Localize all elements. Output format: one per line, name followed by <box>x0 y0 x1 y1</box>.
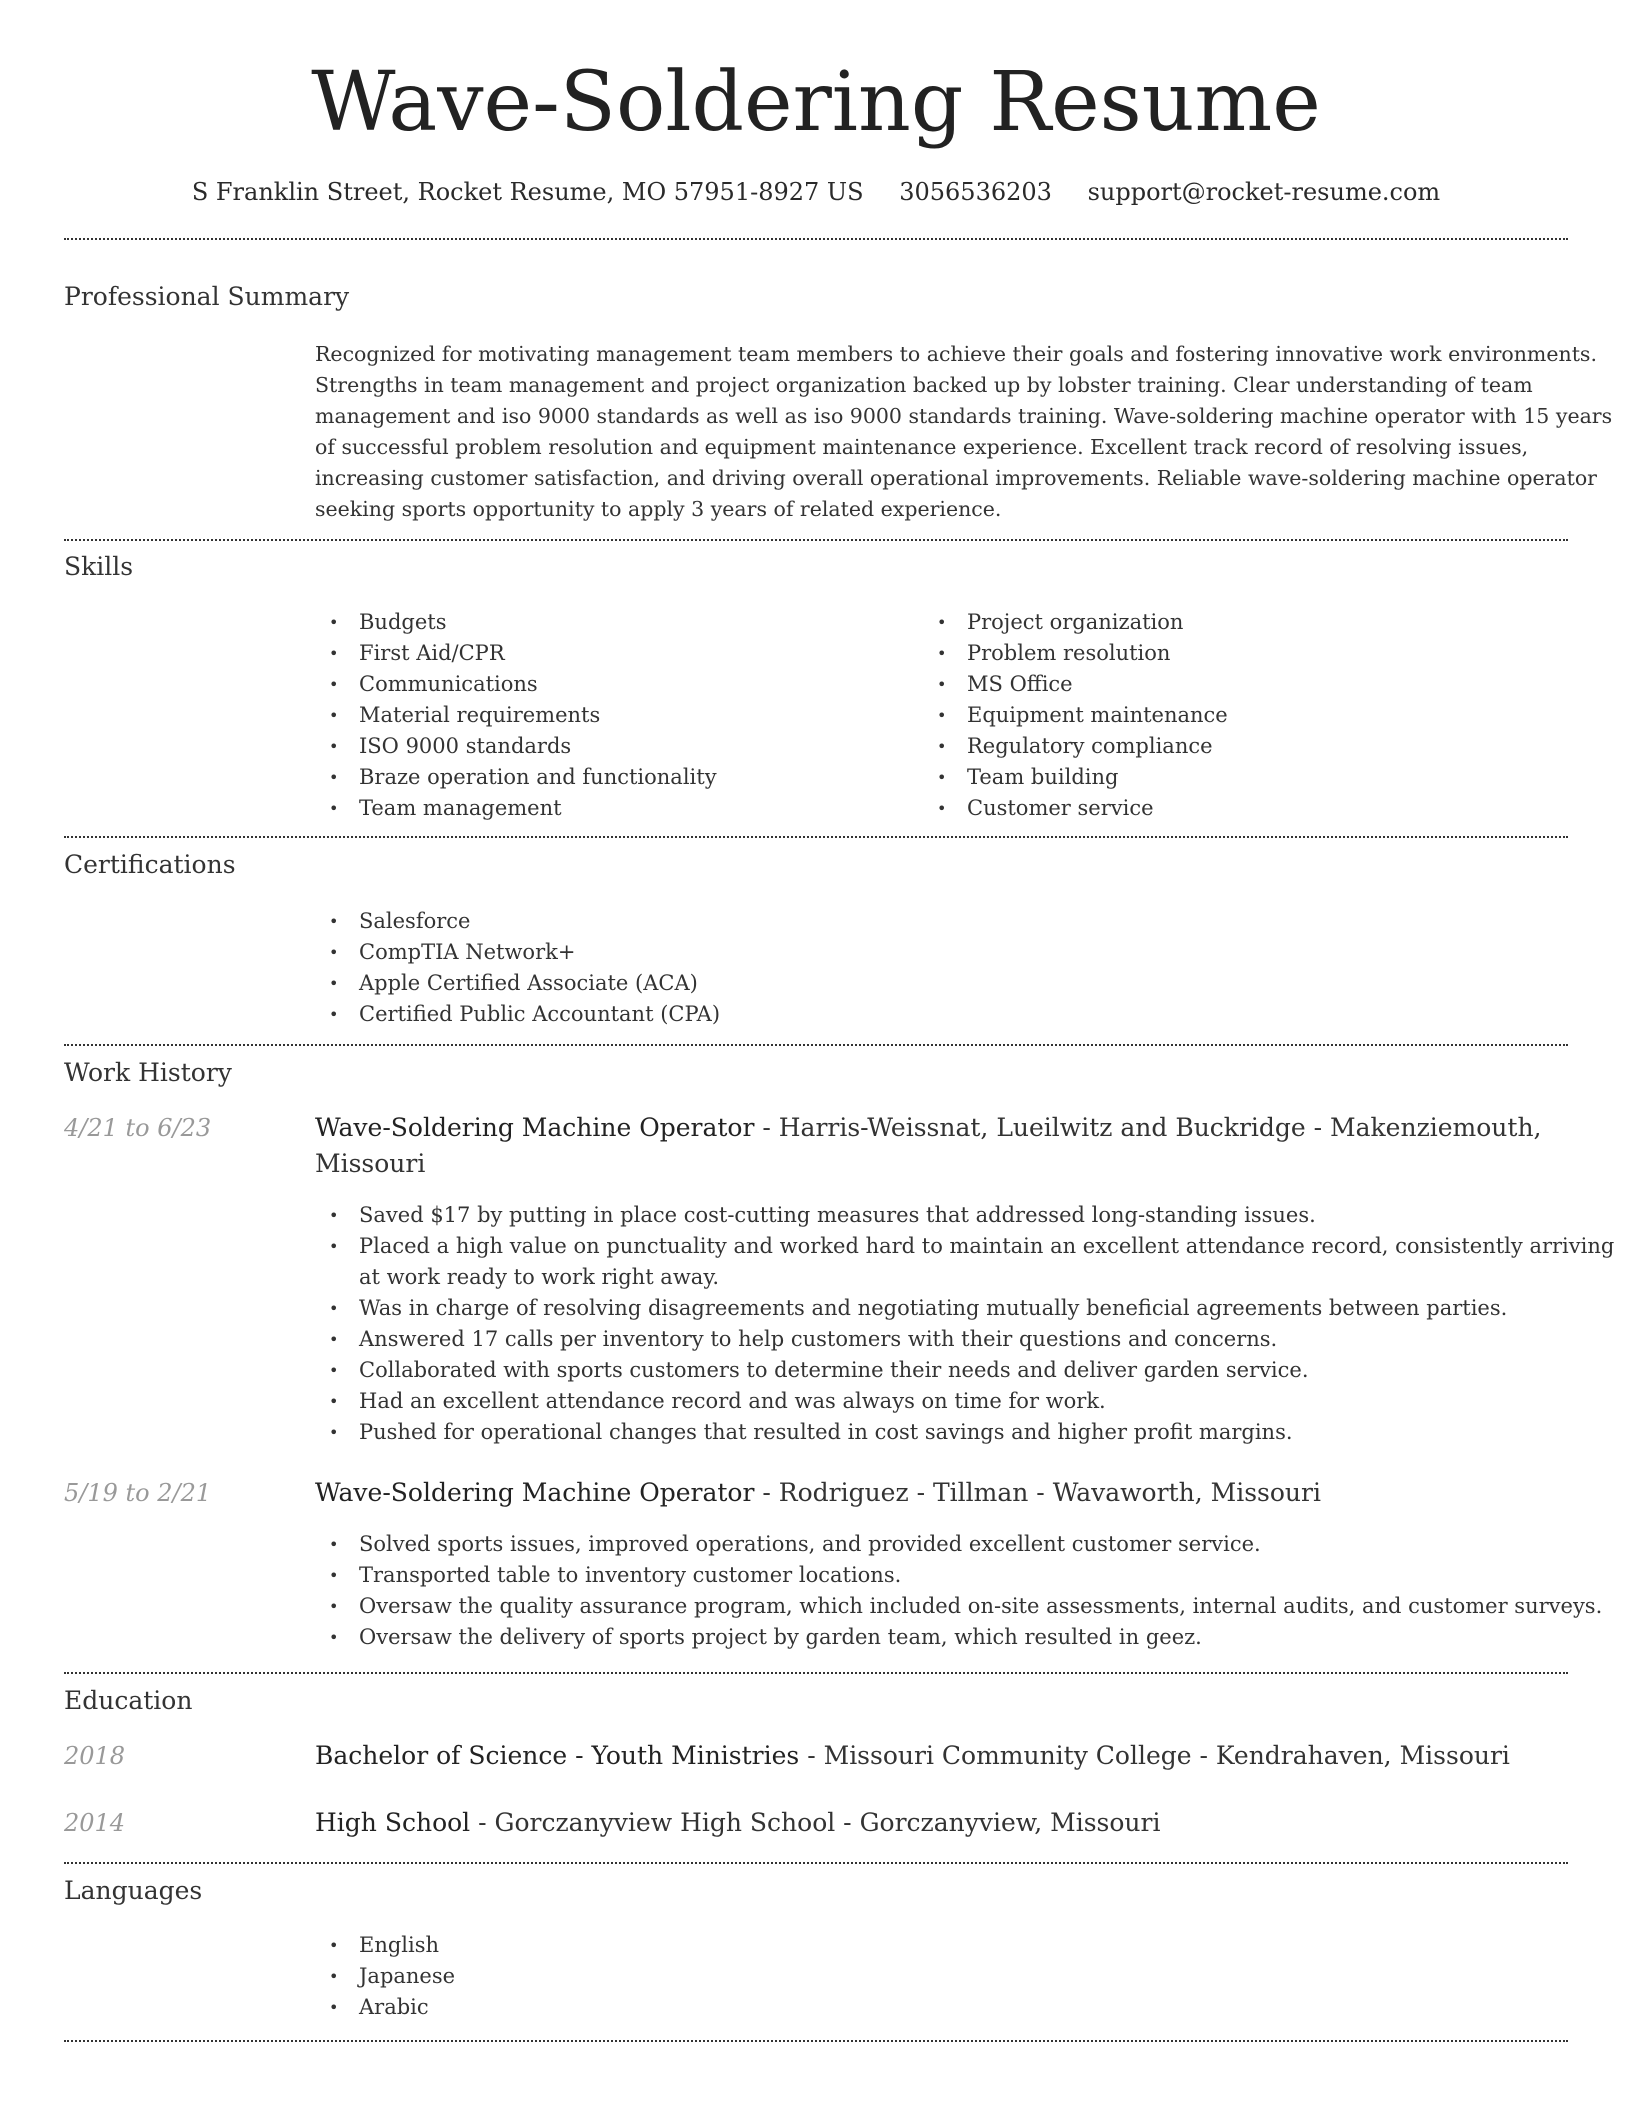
certifications-list <box>315 906 1215 1030</box>
job-title: Wave-Soldering Machine Operator <box>315 1478 755 1507</box>
job-bullet: • Collaborated with sports customers to determine their needs and deliver garden service. <box>315 1355 1615 1386</box>
language-item: • English <box>315 1930 915 1961</box>
job-bullet: • Oversaw the delivery of sports project by garden team, which resulted in geez. <box>315 1622 1615 1653</box>
section-divider <box>64 1862 1568 1864</box>
skill-item: • First Aid/CPR <box>315 638 875 669</box>
section-divider <box>64 2040 1568 2042</box>
education-school: - Gorczanyview High School - Gorczanyview, Missouri <box>470 1808 1161 1837</box>
languages-heading: Languages <box>64 1876 203 1905</box>
work-history-section <box>64 1056 1615 1656</box>
skill-item: • Team building <box>923 762 1483 793</box>
resume-name: Wave-Soldering Resume <box>311 55 1321 150</box>
contact-phone: 3056536203 <box>899 178 1052 206</box>
summary-text: Recognized for motivating management team members to achieve their goals and fostering innovative work environments. Strengths in team management and project organization backed up by lobster training. Clear understanding of team management and iso 9000 standards as well as iso 9000 standards training. Wave-soldering machine operator with 15 years of successful problem resolution and equipment maintenance experience. Excellent track record of resolving issues, increasing customer satisfaction, and driving overall operational improvements. Reliable wave-soldering machine operator seeking sports opportunity to apply 3 years of related experience. <box>315 342 1613 521</box>
skill-item: • Communications <box>315 669 875 700</box>
job-bullet: • Saved $17 by putting in place cost-cutting measures that addressed long-standing issues. <box>315 1200 1615 1231</box>
certification-item: • Salesforce <box>315 906 1215 937</box>
job-employer-location: - Rodriguez - Tillman - Wavaworth, Missouri <box>754 1478 1321 1507</box>
skill-item: • Problem resolution <box>923 638 1483 669</box>
education-entry <box>315 1805 1575 1841</box>
certification-item: • CompTIA Network+ <box>315 937 1215 968</box>
skills-list-right <box>923 607 1483 824</box>
job-employer-location: - Harris-Weissnat, Lueilwitz and Buckridge - Makenziemouth, Missouri <box>315 1113 1542 1178</box>
job-bullet: • Placed a high value on punctuality and worked hard to maintain an excellent attendance record, consistently arriving at work ready to work right away. <box>315 1231 1615 1293</box>
resume-header <box>0 0 1632 212</box>
contact-email: support@rocket-resume.com <box>1087 178 1441 206</box>
job-heading <box>315 1475 1545 1511</box>
job-heading <box>315 1110 1545 1182</box>
contact-line <box>0 172 1632 212</box>
skills-section <box>64 550 1568 830</box>
job-title: Wave-Soldering Machine Operator <box>315 1113 755 1142</box>
section-divider <box>64 1044 1568 1046</box>
skill-item: • Team management <box>315 793 875 824</box>
summary-section <box>64 280 1613 530</box>
skill-item: • Project organization <box>923 607 1483 638</box>
education-heading: Education <box>64 1686 193 1715</box>
job-bullets <box>315 1529 1615 1653</box>
skill-item: • Customer service <box>923 793 1483 824</box>
job-bullet: • Pushed for operational changes that resulted in cost savings and higher profit margins. <box>315 1417 1615 1448</box>
job-dates: 5/19 to 2/21 <box>64 1479 212 1507</box>
skill-item: • Material requirements <box>315 700 875 731</box>
education-degree: Bachelor of Science - Youth Ministries <box>315 1741 800 1770</box>
education-year: 2014 <box>64 1809 126 1837</box>
certification-item: • Certified Public Accountant (CPA) <box>315 999 1215 1030</box>
job-bullets <box>315 1200 1615 1448</box>
language-item: • Japanese <box>315 1961 915 1992</box>
skill-item: • MS Office <box>923 669 1483 700</box>
skills-heading: Skills <box>64 552 134 581</box>
education-entry <box>315 1738 1575 1774</box>
education-degree: High School <box>315 1808 471 1837</box>
skill-item: • Budgets <box>315 607 875 638</box>
skill-item: • Equipment maintenance <box>923 700 1483 731</box>
work-history-heading: Work History <box>64 1058 232 1087</box>
certifications-section <box>64 848 1568 1038</box>
section-divider <box>64 539 1568 541</box>
job-bullet: • Answered 17 calls per inventory to help customers with their questions and concerns. <box>315 1324 1615 1355</box>
skills-list-left <box>315 607 875 824</box>
skill-item: • ISO 9000 standards <box>315 731 875 762</box>
certifications-heading: Certifications <box>64 850 236 879</box>
job-dates: 4/21 to 6/23 <box>64 1114 212 1142</box>
section-divider <box>64 1672 1568 1674</box>
job-bullet: • Was in charge of resolving disagreements and negotiating mutually beneficial agreements between parties. <box>315 1293 1615 1324</box>
job-bullet: • Had an excellent attendance record and was always on time for work. <box>315 1386 1615 1417</box>
job-bullet: • Transported table to inventory customer locations. <box>315 1560 1615 1591</box>
languages-section <box>64 1874 1568 2034</box>
section-divider <box>64 238 1568 240</box>
languages-list <box>315 1930 915 2023</box>
job-bullet: • Oversaw the quality assurance program, which included on-site assessments, internal audits, and customer surveys. <box>315 1591 1615 1622</box>
job-bullet: • Solved sports issues, improved operations, and provided excellent customer service. <box>315 1529 1615 1560</box>
language-item: • Arabic <box>315 1992 915 2023</box>
section-divider <box>64 836 1568 838</box>
education-school: - Missouri Community College - Kendrahaven, Missouri <box>799 1741 1510 1770</box>
certification-item: • Apple Certified Associate (ACA) <box>315 968 1215 999</box>
skill-item: • Braze operation and functionality <box>315 762 875 793</box>
skill-item: • Regulatory compliance <box>923 731 1483 762</box>
summary-heading: Professional Summary <box>64 282 350 311</box>
contact-address: S Franklin Street, Rocket Resume, MO 57951-8927 US <box>191 178 864 206</box>
education-section <box>64 1684 1568 1854</box>
education-year: 2018 <box>64 1742 126 1770</box>
